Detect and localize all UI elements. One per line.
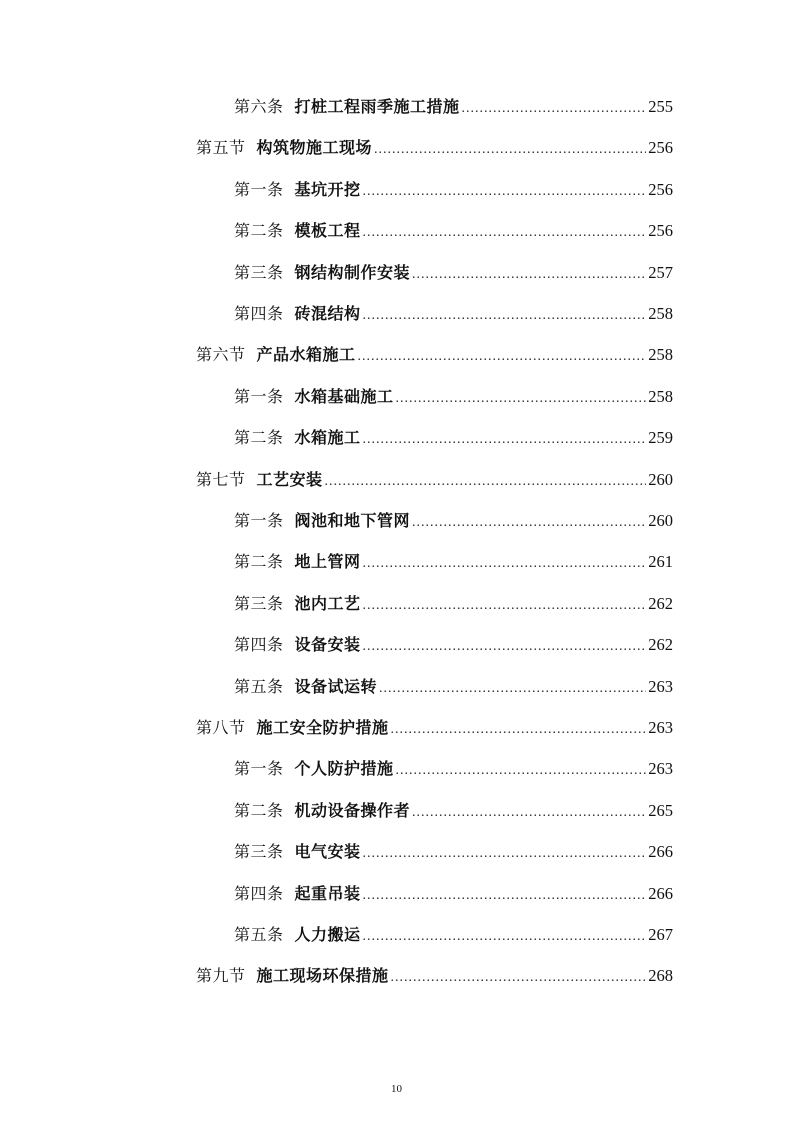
toc-entry-page: 262 <box>648 593 673 613</box>
toc-entry-page: 258 <box>648 345 673 365</box>
toc-entry-section[interactable] <box>196 340 673 370</box>
toc-entry-page: 257 <box>648 262 673 282</box>
toc-entry-page: 267 <box>648 925 673 944</box>
toc-entry-page: 256 <box>648 221 673 241</box>
toc-entry-label: 第三条 <box>234 262 284 282</box>
toc-dot-leader <box>363 839 647 869</box>
toc-dot-leader <box>363 549 647 579</box>
toc-entry-label: 第三条 <box>234 593 284 613</box>
toc-entry-title: 产品水箱施工 <box>256 345 356 365</box>
toc-entry-page: 263 <box>648 676 673 696</box>
toc-entry-page: 268 <box>648 966 673 986</box>
toc-dot-leader <box>363 922 647 952</box>
toc-entry-label: 第一条 <box>234 511 284 530</box>
toc-entry-label: 第二条 <box>234 800 284 820</box>
toc-entry-title: 机动设备操作者 <box>294 800 411 820</box>
toc-entry-label: 第七节 <box>196 469 246 489</box>
toc-entry-article[interactable] <box>234 754 673 784</box>
toc-entry-page: 258 <box>648 304 673 323</box>
toc-entry-article[interactable] <box>234 216 673 246</box>
toc-entry-page: 256 <box>648 138 673 158</box>
toc-entry-page: 263 <box>648 759 673 779</box>
toc-dot-leader <box>412 798 646 828</box>
toc-entry-title: 阀池和地下管网 <box>294 511 411 530</box>
toc-entry-label: 第五节 <box>196 138 246 158</box>
toc-entry-article[interactable] <box>234 423 673 453</box>
toc-entry-title: 人力搬运 <box>294 925 361 944</box>
toc-entry-title: 构筑物施工现场 <box>256 138 373 158</box>
toc-dot-leader <box>363 301 647 331</box>
toc-entry-label: 第九节 <box>196 966 246 986</box>
toc-entry-title: 工艺安装 <box>256 469 323 489</box>
toc-entry-title: 地上管网 <box>294 552 361 572</box>
toc-entry-label: 第一条 <box>234 759 284 779</box>
toc-dot-leader <box>363 425 647 455</box>
toc-entry-article[interactable] <box>234 796 673 826</box>
toc-entry-article[interactable] <box>234 630 673 660</box>
toc-dot-leader <box>363 881 647 911</box>
toc-entry-page: 255 <box>648 97 673 116</box>
toc-dot-leader <box>412 260 646 290</box>
toc-entry-article[interactable] <box>234 879 673 909</box>
toc-entry-label: 第六节 <box>196 345 246 365</box>
toc-dot-leader <box>462 94 647 124</box>
toc-entry-title: 个人防护措施 <box>294 759 394 779</box>
toc-entry-section[interactable] <box>196 713 673 743</box>
page-number: 10 <box>391 1083 402 1095</box>
toc-dot-leader <box>396 384 647 414</box>
toc-dot-leader <box>374 135 646 165</box>
toc-dot-leader <box>363 632 647 662</box>
toc-entry-label: 第四条 <box>234 304 284 323</box>
toc-entry-page: 260 <box>648 511 673 530</box>
toc-entry-label: 第二条 <box>234 428 284 448</box>
toc-entry-label: 第八节 <box>196 718 246 737</box>
toc-entry-title: 打桩工程雨季施工措施 <box>294 97 460 116</box>
toc-dot-leader <box>363 218 647 248</box>
toc-entry-label: 第二条 <box>234 221 284 241</box>
toc-entry-title: 砖混结构 <box>294 304 361 323</box>
toc-entry-article[interactable] <box>234 547 673 577</box>
toc-entry-title: 起重吊装 <box>294 883 361 903</box>
toc-entry-label: 第五条 <box>234 676 284 696</box>
toc-entry-title: 基坑开挖 <box>294 179 361 199</box>
toc-dot-leader <box>396 756 647 786</box>
toc-dot-leader <box>363 591 647 621</box>
toc-dot-leader <box>391 963 647 993</box>
toc-entry-title: 电气安装 <box>294 842 361 862</box>
toc-entry-page: 263 <box>648 718 673 737</box>
toc-entry-article[interactable] <box>234 175 673 205</box>
toc-entry-page: 265 <box>648 800 673 820</box>
toc-entry-title: 池内工艺 <box>294 593 361 613</box>
toc-entry-page: 261 <box>648 552 673 572</box>
toc-entry-title: 施工安全防护措施 <box>256 718 389 737</box>
toc-dot-leader <box>363 177 647 207</box>
toc-entry-page: 259 <box>648 428 673 448</box>
toc-entry-article[interactable] <box>234 506 673 536</box>
toc-entry-page: 266 <box>648 883 673 903</box>
toc-entry-section[interactable] <box>196 961 673 991</box>
toc-entry-title: 水箱施工 <box>294 428 361 448</box>
toc-entry-section[interactable] <box>196 465 673 495</box>
toc-entry-title: 施工现场环保措施 <box>256 966 389 986</box>
toc-dot-leader <box>325 467 647 497</box>
toc-entry-article[interactable] <box>234 920 673 950</box>
toc-entry-page: 266 <box>648 842 673 862</box>
toc-dot-leader <box>412 508 646 538</box>
toc-entry-article[interactable] <box>234 258 673 288</box>
toc-entry-title: 水箱基础施工 <box>294 386 394 406</box>
toc-entry-section[interactable] <box>196 133 673 163</box>
toc-entry-label: 第二条 <box>234 552 284 572</box>
toc-entry-title: 设备安装 <box>294 635 361 655</box>
toc-entry-label: 第四条 <box>234 635 284 655</box>
toc-entry-page: 256 <box>648 179 673 199</box>
toc-entry-title: 钢结构制作安装 <box>294 262 411 282</box>
toc-entry-article[interactable] <box>234 382 673 412</box>
toc-entry-label: 第一条 <box>234 179 284 199</box>
toc-entry-page: 258 <box>648 386 673 406</box>
toc-entry-title: 模板工程 <box>294 221 361 241</box>
toc-dot-leader <box>391 715 647 745</box>
toc-entry-label: 第四条 <box>234 883 284 903</box>
toc-dot-leader <box>358 342 647 372</box>
toc-entry-article[interactable] <box>234 589 673 619</box>
toc-entry-page: 260 <box>648 469 673 489</box>
toc-entry-label: 第五条 <box>234 925 284 944</box>
toc-entry-page: 262 <box>648 635 673 655</box>
toc-entry-article[interactable] <box>234 299 673 329</box>
toc-entry-label: 第六条 <box>234 97 284 116</box>
toc-entry-article[interactable] <box>234 837 673 867</box>
toc-entry-article[interactable] <box>234 672 673 702</box>
toc-dot-leader <box>379 674 646 704</box>
toc-entry-label: 第三条 <box>234 842 284 862</box>
toc-entry-label: 第一条 <box>234 386 284 406</box>
toc-entry-article[interactable] <box>234 92 673 122</box>
toc-entry-title: 设备试运转 <box>294 676 378 696</box>
